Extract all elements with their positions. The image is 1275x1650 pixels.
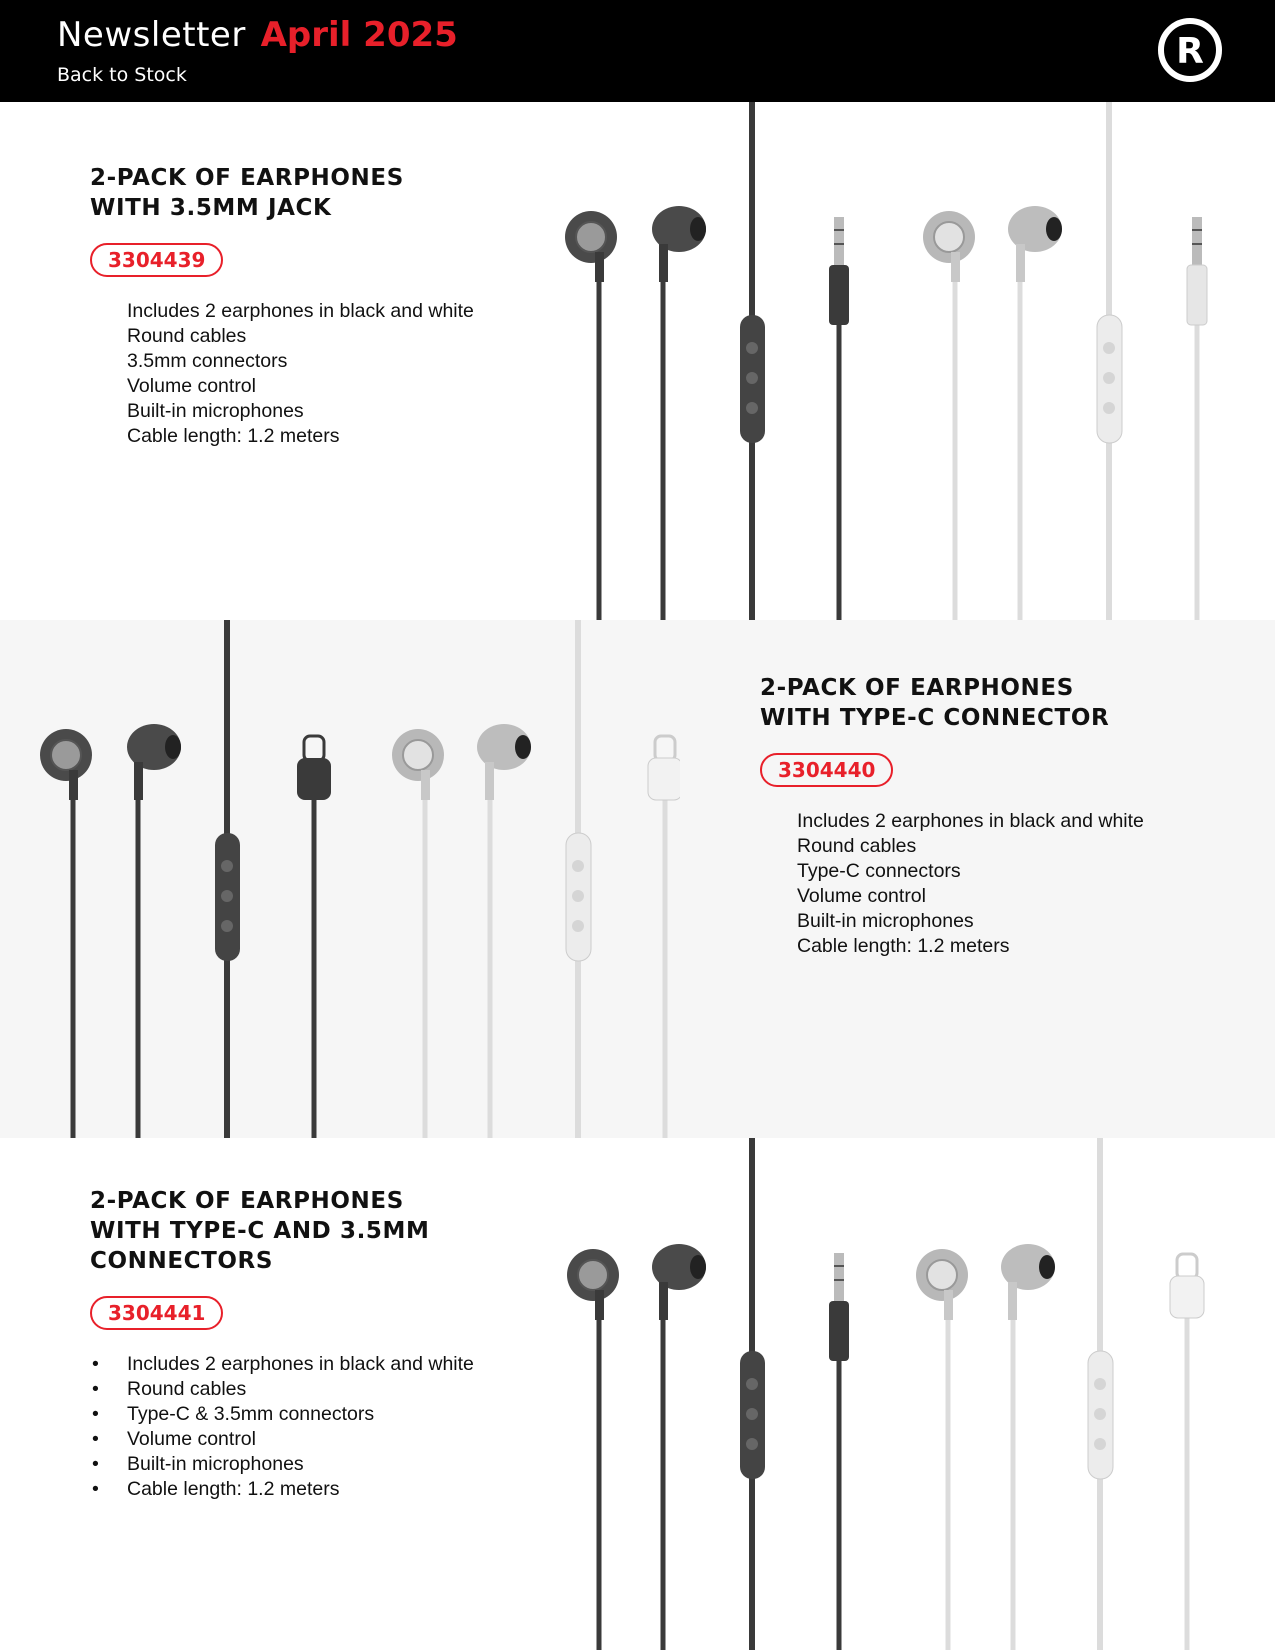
feature-item: • Volume control <box>127 1427 474 1452</box>
feature-item: Built-in microphones <box>797 910 974 932</box>
white-earphone-set <box>923 102 1207 620</box>
product-section-3 <box>0 1138 1275 1650</box>
newsletter-subtitle: Back to Stock <box>57 64 187 86</box>
newsletter-date: April 2025 <box>260 15 458 55</box>
product-heading-line: WITH TYPE-C CONNECTOR <box>760 705 1110 731</box>
earphones-typec-pair-image <box>20 620 680 1138</box>
newsletter-header <box>0 0 1275 102</box>
earphones-image <box>555 102 1255 620</box>
product-section-2 <box>0 620 1275 1138</box>
newsletter-title-text: Newsletter <box>57 15 246 55</box>
product-info-2 <box>760 673 1144 959</box>
feature-list <box>90 1352 474 1502</box>
product-heading-line: WITH 3.5MM JACK <box>90 195 332 221</box>
feature-item: • Cable length: 1.2 meters <box>127 1477 474 1502</box>
feature-item: Volume control <box>797 885 926 907</box>
product-code-badge: 3304440 <box>760 753 893 787</box>
newsletter-title <box>57 15 458 55</box>
feature-item: Cable length: 1.2 meters <box>127 425 340 447</box>
earphones-image <box>20 620 680 1138</box>
feature-item: Built-in microphones <box>127 400 304 422</box>
product-heading-line: WITH TYPE-C AND 3.5MM <box>90 1218 430 1244</box>
feature-item: • Includes 2 earphones in black and white <box>127 1352 474 1377</box>
white-earphone-set <box>392 620 680 1138</box>
feature-item: 3.5mm connectors <box>127 350 288 372</box>
feature-item: • Round cables <box>127 1377 474 1402</box>
white-earphone-set <box>916 1138 1204 1650</box>
product-heading-line: 2-PACK OF EARPHONES <box>90 165 404 191</box>
product-heading-line: CONNECTORS <box>90 1248 274 1274</box>
black-earphone-set <box>565 102 849 620</box>
product-code-badge: 3304441 <box>90 1296 223 1330</box>
black-earphone-set <box>567 1138 849 1650</box>
feature-item: Volume control <box>127 375 256 397</box>
product-code-badge: 3304439 <box>90 243 223 277</box>
product-info-1 <box>90 163 474 449</box>
feature-item: • Built-in microphones <box>127 1452 474 1477</box>
feature-item: Includes 2 earphones in black and white <box>127 300 474 322</box>
feature-item: • Type-C & 3.5mm connectors <box>127 1402 474 1427</box>
feature-item: Includes 2 earphones in black and white <box>797 810 1144 832</box>
feature-item: Type-C connectors <box>797 860 961 882</box>
feature-item: Cable length: 1.2 meters <box>797 935 1010 957</box>
product-heading <box>90 163 474 223</box>
product-heading-line: 2-PACK OF EARPHONES <box>760 675 1074 701</box>
feature-item: Round cables <box>127 325 247 347</box>
product-info-3 <box>90 1186 474 1502</box>
product-heading <box>760 673 1144 733</box>
product-heading-line: 2-PACK OF EARPHONES <box>90 1188 404 1214</box>
black-earphone-set <box>40 620 331 1138</box>
brand-logo-icon <box>1157 17 1223 83</box>
brand-logo-letter: R <box>1176 31 1204 72</box>
earphones-image <box>555 1138 1255 1650</box>
earphones-jack-pair-image <box>555 102 1255 620</box>
feature-list <box>90 299 474 449</box>
product-section-1 <box>0 102 1275 620</box>
feature-item: Round cables <box>797 835 917 857</box>
product-heading <box>90 1186 474 1276</box>
earphones-mixed-pair-image <box>555 1138 1255 1650</box>
feature-list <box>760 809 1144 959</box>
